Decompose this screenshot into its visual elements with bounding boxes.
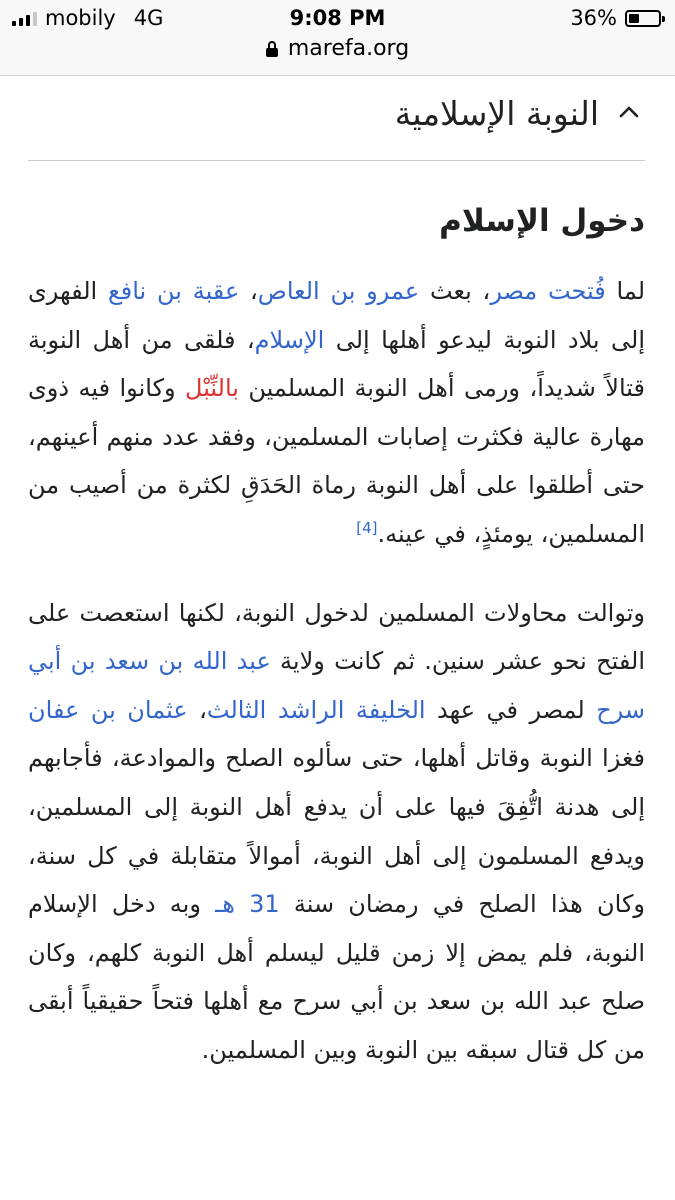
paragraph-2: [28, 589, 645, 1075]
status-right: [570, 6, 661, 30]
text-run: وكانوا فيه ذوى مهارة عالية فكثرت إصابات المسلمين، وفقد عدد منهم أعينهم، حتى أطلقوا على أهل النوبة رماة الحَدَقِ لكثرة من أصيب من المسلمين، يومئذٍ، في عينه.: [28, 374, 645, 548]
chevron-up-icon[interactable]: [617, 100, 641, 124]
link-year-31-ah[interactable]: 31 هـ: [215, 890, 280, 919]
url-text: marefa.org: [287, 36, 410, 61]
link-abdullah-ibn-saad[interactable]: عبد الله بن سعد بن أبي سرح: [28, 647, 646, 724]
carrier-label: mobily: [45, 6, 116, 30]
link-fath-misr[interactable]: فُتحت مصر: [490, 277, 606, 305]
text-run: الفهرى إلى بلاد النوبة ليدعو أهلها إلى: [28, 277, 645, 354]
link-amr-ibn-al-as[interactable]: عمرو بن العاص: [257, 277, 420, 305]
lock-icon: [266, 41, 278, 57]
text-run: ،: [187, 695, 207, 724]
network-label: 4G: [133, 6, 164, 30]
text-run: وتوالت محاولات المسلمين لدخول النوبة، لكنها استعصت على الفتح نحو عشر سنين. ثم كانت ولاية: [28, 598, 645, 676]
address-bar[interactable]: [0, 36, 675, 61]
battery-percent: 36%: [570, 6, 617, 30]
text-run: ، فلقى من أهل النوبة قتالاً شديداً، ورمى أهل النوبة المسلمين: [28, 325, 645, 403]
link-uthman-ibn-affan[interactable]: عثمان بن عفان: [28, 695, 188, 724]
status-bar: [0, 0, 675, 76]
battery-icon: [625, 10, 661, 27]
article-content: [0, 76, 675, 1075]
clock: 9:08 PM: [289, 6, 386, 30]
link-uqba-ibn-nafi[interactable]: عقبة بن نافع: [107, 277, 240, 305]
text-run: ، بعث: [419, 277, 491, 305]
text-run: ،: [239, 277, 258, 305]
battery-level-fill: [629, 14, 639, 23]
redlink-nabl[interactable]: بالنِّبْل: [185, 374, 239, 403]
text-run: وبه دخل الإسلام النوبة، فلم يمض إلا زمن قليل ليسلم أهل النوبة كلهم، وكان صلح عبد الله بن سعد بن أبي سرح مع أهلها فتحاً حقيقياً أبقى من كل قتال سبقه بين النوبة وبين المسلمين.: [28, 890, 645, 1064]
paragraph-1: [28, 267, 645, 559]
text-run: لما: [605, 277, 646, 305]
citation-link[interactable]: [4]: [356, 518, 378, 537]
subsection-title: دخول الإسلام: [439, 203, 645, 239]
text-run: لمصر في عهد: [425, 695, 597, 724]
section-header[interactable]: [28, 76, 645, 161]
text-run: فغزا النوبة وقاتل أهلها، حتى سألوه الصلح والموادعة، فأجابهم إلى هدنة اتُّفِقَ فيها على أن يدفع أهل النوبة إلى المسلمين، ويدفع المسلمون إلى أهل النوبة، أموالاً متقابلة في كل سنة، وكان هذا الصلح في رمضان سنة: [28, 744, 645, 919]
link-third-caliph[interactable]: الخليفة الراشد الثالث: [206, 695, 426, 724]
section-title: النوبة الإسلامية: [394, 94, 599, 133]
link-islam[interactable]: الإسلام: [254, 325, 325, 354]
